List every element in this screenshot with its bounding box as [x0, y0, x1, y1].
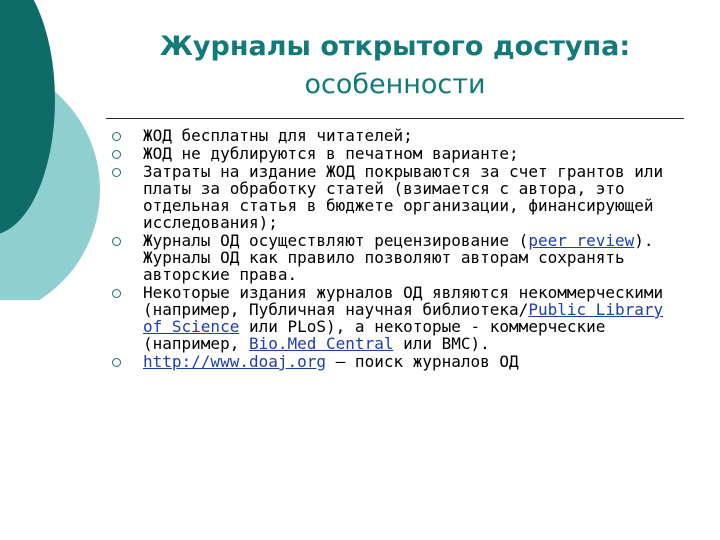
bullet-text: Некоторые издания журналов ОД являются некоммерческими (например, Публичная научная библиотека/ [143, 283, 664, 319]
bullet-list [112, 127, 692, 371]
hollow-circle-icon [112, 168, 121, 177]
title-line-1: Журналы открытого доступа: [159, 31, 631, 62]
title-line-2: особенности [304, 69, 486, 100]
list-item [112, 353, 692, 370]
title-divider [106, 118, 684, 119]
list-item [112, 127, 692, 144]
hollow-circle-icon [112, 132, 121, 141]
peer-review-link[interactable]: peer review [528, 231, 635, 250]
bullet-text: ЖОД не дублируются в печатном варианте; [143, 144, 519, 163]
bullet-text: ЖОД бесплатны для читателей; [143, 126, 413, 145]
decorative-circles [0, 0, 120, 300]
hollow-circle-icon [112, 289, 121, 298]
bullet-text: ). Журналы ОД как правило позволяют авторам сохранять авторские права. [143, 231, 654, 284]
hollow-circle-icon [112, 150, 121, 159]
bullet-text: или PLoS), а некоторые - коммерческие (например, [143, 317, 606, 353]
bullet-text: или BMC). [393, 334, 490, 353]
list-item [112, 163, 692, 231]
bullet-text: Журналы ОД осуществляют рецензирование ( [143, 231, 529, 250]
hollow-circle-icon [112, 237, 121, 246]
biomed-central-link[interactable]: Bio.Med Central [248, 334, 394, 353]
list-item [112, 145, 692, 162]
list-item [112, 232, 692, 283]
list-item [112, 284, 692, 352]
hollow-circle-icon [112, 358, 121, 367]
slide-title [120, 28, 670, 104]
doaj-link[interactable]: http://www.doaj.org [143, 352, 327, 371]
bullet-text: – поиск журналов ОД [326, 352, 519, 371]
bullet-text: Затраты на издание ЖОД покрываются за счет грантов или платы за обработку статей (взимается с автора, это отдельная статья в бюджете организации, финансирующей исследования); [143, 162, 664, 232]
plos-link[interactable]: Public Library of Science [143, 300, 664, 336]
